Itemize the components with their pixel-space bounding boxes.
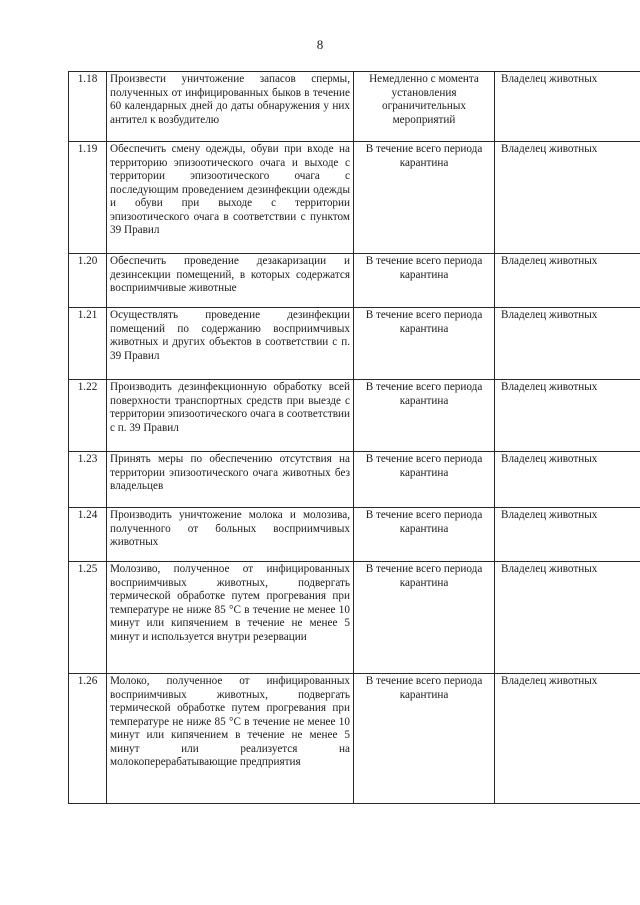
measure-text: Молоко, полученное от инфицированных восприимчивых животных, подвергать термической обработке путем прогревания при температуре не ниже 85 °С в течение не менее 10 минут или кипячением в течение не менее 5 минут или реализуется на молокоперерабатывающие предприятия bbox=[107, 674, 354, 804]
table-row bbox=[69, 562, 640, 674]
table-row bbox=[69, 508, 640, 562]
item-number: 1.18 bbox=[69, 72, 107, 142]
term-text: В течение всего периода карантина bbox=[354, 254, 495, 308]
table-row bbox=[69, 254, 640, 308]
term-text: В течение всего периода карантина bbox=[354, 508, 495, 562]
item-number: 1.20 bbox=[69, 254, 107, 308]
table-row bbox=[69, 674, 640, 804]
term-text: В течение всего периода карантина bbox=[354, 380, 495, 452]
responsible-text: Владелец животных bbox=[495, 72, 640, 142]
responsible-text: Владелец животных bbox=[495, 508, 640, 562]
responsible-text: Владелец животных bbox=[495, 308, 640, 380]
measure-text: Производить дезинфекционную обработку всей поверхности транспортных средств при выезде с территории эпизоотического очага в соответствии с п. 39 Правил bbox=[107, 380, 354, 452]
table-row bbox=[69, 380, 640, 452]
term-text: В течение всего периода карантина bbox=[354, 674, 495, 804]
table-row bbox=[69, 452, 640, 508]
measure-text: Осуществлять проведение дезинфекции помещений по содержанию восприимчивых животных и других объектов в соответствии с п. 39 Правил bbox=[107, 308, 354, 380]
measures-table bbox=[68, 71, 640, 804]
responsible-text: Владелец животных bbox=[495, 452, 640, 508]
item-number: 1.22 bbox=[69, 380, 107, 452]
term-text: В течение всего периода карантина bbox=[354, 562, 495, 674]
responsible-text: Владелец животных bbox=[495, 674, 640, 804]
responsible-text: Владелец животных bbox=[495, 142, 640, 254]
term-text: Немедленно с момента установления ограничительных мероприятий bbox=[354, 72, 495, 142]
term-text: В течение всего периода карантина bbox=[354, 142, 495, 254]
responsible-text: Владелец животных bbox=[495, 562, 640, 674]
measure-text: Обеспечить проведение дезакаризации и дезинсекции помещений, в которых содержатся восприимчивые животные bbox=[107, 254, 354, 308]
table-row bbox=[69, 142, 640, 254]
term-text: В течение всего периода карантина bbox=[354, 452, 495, 508]
table-row bbox=[69, 72, 640, 142]
item-number: 1.19 bbox=[69, 142, 107, 254]
item-number: 1.26 bbox=[69, 674, 107, 804]
measure-text: Молозиво, полученное от инфицированных восприимчивых животных, подвергать термической обработке путем прогревания при температуре не ниже 85 °С в течение не менее 10 минут или кипячением в течение не менее 5 минут и используется внутри резервации bbox=[107, 562, 354, 674]
measure-text: Производить уничтожение молока и молозива, полученного от больных восприимчивых животных bbox=[107, 508, 354, 562]
item-number: 1.23 bbox=[69, 452, 107, 508]
responsible-text: Владелец животных bbox=[495, 254, 640, 308]
term-text: В течение всего периода карантина bbox=[354, 308, 495, 380]
item-number: 1.24 bbox=[69, 508, 107, 562]
measure-text: Обеспечить смену одежды, обуви при входе на территорию эпизоотического очага и выходе с территории эпизоотического очага с последующим проведением дезинфекции одежды и обуви при выходе с территории эпизоотического очага в соответствии с пунктом 39 Правил bbox=[107, 142, 354, 254]
item-number: 1.21 bbox=[69, 308, 107, 380]
measure-text: Произвести уничтожение запасов спермы, полученных от инфицированных быков в течение 60 календарных дней до даты обнаружения у них антител к возбудителю bbox=[107, 72, 354, 142]
page-number: 8 bbox=[316, 37, 324, 52]
responsible-text: Владелец животных bbox=[495, 380, 640, 452]
table-row bbox=[69, 308, 640, 380]
item-number: 1.25 bbox=[69, 562, 107, 674]
measure-text: Принять меры по обеспечению отсутствия на территории эпизоотического очага животных без владельцев bbox=[107, 452, 354, 508]
